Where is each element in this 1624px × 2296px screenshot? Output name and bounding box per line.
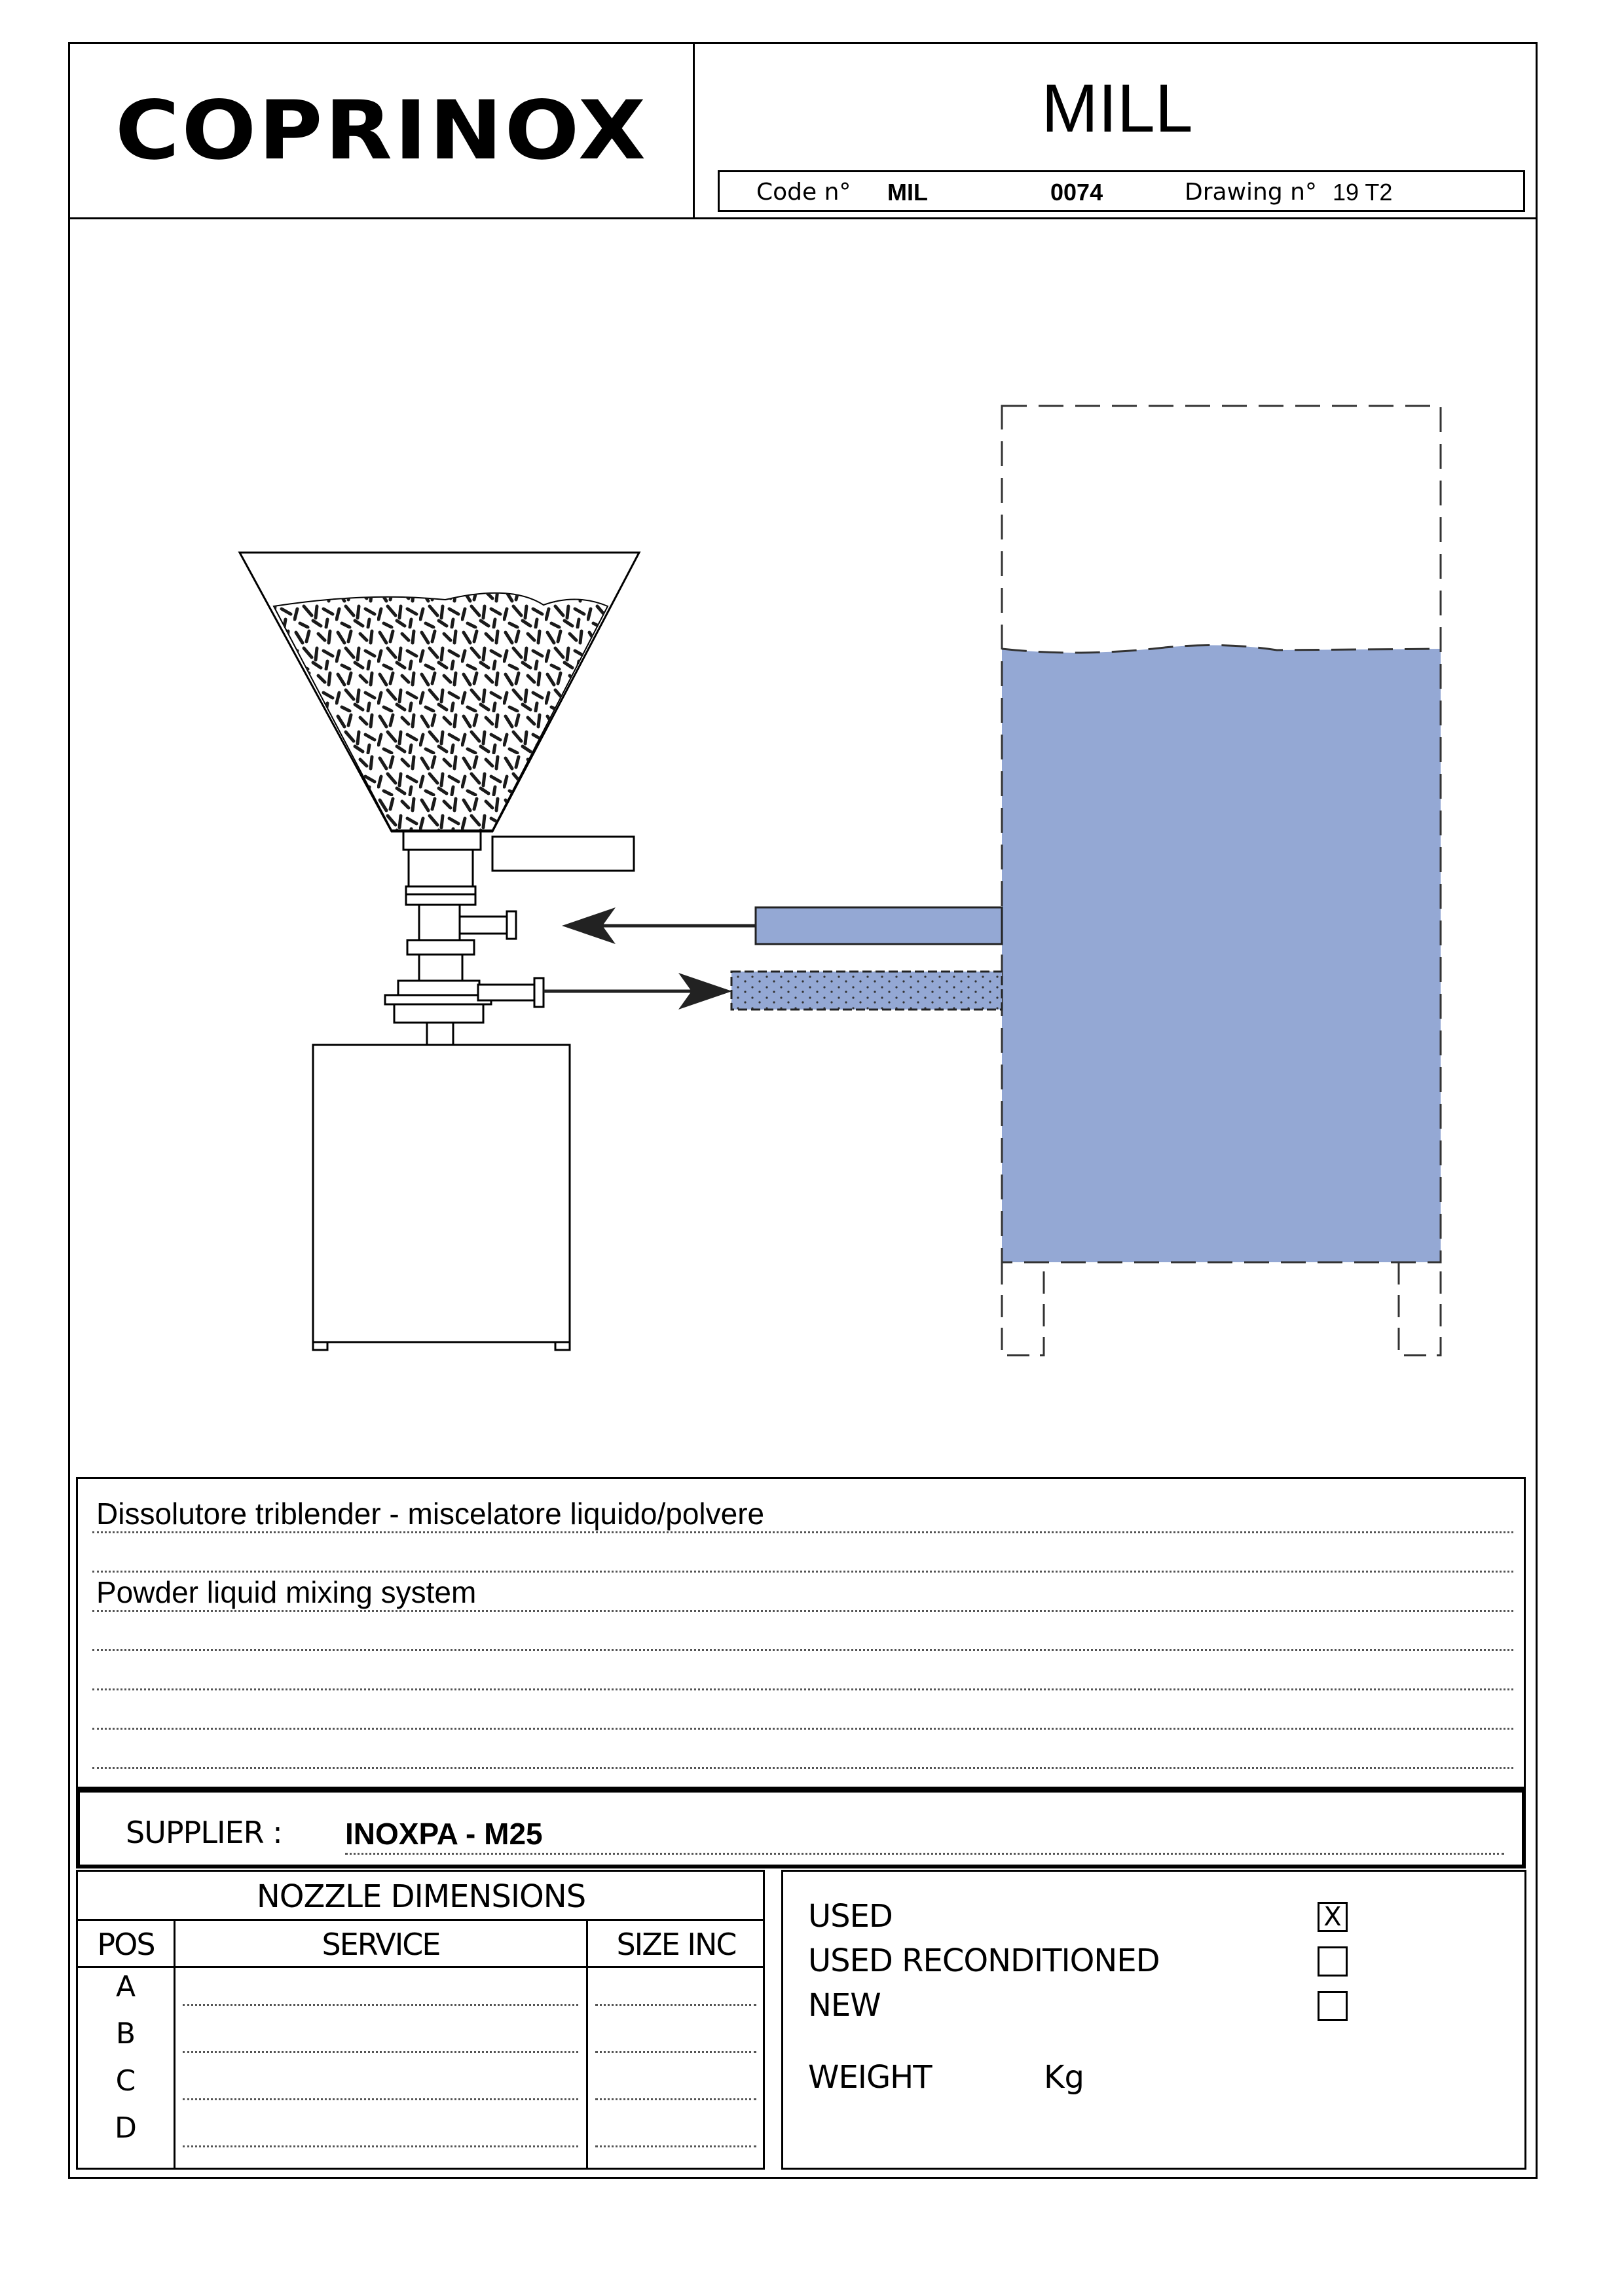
service-field-d[interactable]: [183, 2145, 578, 2147]
description-rule: [92, 1610, 1513, 1612]
nozzle-rule: [78, 1966, 764, 1968]
col-size-header: SIZE INC: [616, 1927, 736, 1962]
nozzle-pos-c: C: [115, 2064, 136, 2098]
logo-text: COPRINOX: [115, 83, 648, 178]
code-prefix: MIL: [887, 179, 928, 206]
description-rule: [92, 1767, 1513, 1769]
description-rule: [92, 1571, 1513, 1573]
size-field-c[interactable]: [595, 2098, 756, 2100]
size-field-d[interactable]: [595, 2145, 756, 2147]
nozzle-title: NOZZLE DIMENSIONS: [256, 1878, 586, 1915]
supplier-rule: [345, 1853, 1504, 1855]
code-number: 0074: [1050, 179, 1103, 206]
size-field-b[interactable]: [595, 2051, 756, 2053]
supplier-value: INOXPA - M25: [345, 1817, 543, 1851]
description-rule: [92, 1649, 1513, 1651]
description-line-1: Dissolutore triblender - miscelatore liquido/polvere: [96, 1497, 765, 1531]
used-reconditioned-checkbox[interactable]: [1318, 1946, 1348, 1977]
used-label: USED: [808, 1898, 893, 1935]
code-box: [718, 170, 1525, 212]
supplier-label: SUPPLIER :: [126, 1815, 282, 1850]
service-field-a[interactable]: [183, 2004, 578, 2006]
col-service-header: SERVICE: [322, 1927, 440, 1962]
code-label: Code n°: [756, 179, 851, 206]
weight-label: WEIGHT: [808, 2059, 932, 2096]
company-logo: [70, 44, 693, 217]
nozzle-pos-a: A: [115, 1970, 136, 2003]
nozzle-dimensions-table: [76, 1870, 765, 2170]
size-field-a[interactable]: [595, 2004, 756, 2006]
page-title: MILL: [1041, 71, 1193, 147]
description-rule: [92, 1531, 1513, 1533]
description-rule: [92, 1688, 1513, 1690]
new-checkbox[interactable]: [1318, 1991, 1348, 2021]
description-box: [76, 1477, 1526, 1789]
used-checkbox[interactable]: X: [1318, 1902, 1348, 1932]
used-reconditioned-label: USED RECONDITIONED: [808, 1942, 1160, 1979]
nozzle-pos-d: D: [115, 2111, 137, 2145]
service-field-b[interactable]: [183, 2051, 578, 2053]
weight-unit: Kg: [1044, 2059, 1084, 2096]
drawing-label: Drawing n°: [1185, 179, 1317, 206]
nozzle-pos-b: B: [115, 2017, 136, 2050]
supplier-box: [76, 1789, 1526, 1868]
new-label: NEW: [808, 1987, 881, 2024]
description-rule: [92, 1728, 1513, 1730]
service-field-c[interactable]: [183, 2098, 578, 2100]
header-rule: [70, 217, 1536, 219]
description-line-2: Powder liquid mixing system: [96, 1575, 477, 1609]
condition-box: [781, 1870, 1526, 2170]
drawing-number: 19 T2: [1333, 179, 1393, 206]
col-pos-header: POS: [97, 1927, 155, 1962]
nozzle-rule: [78, 1919, 764, 1921]
